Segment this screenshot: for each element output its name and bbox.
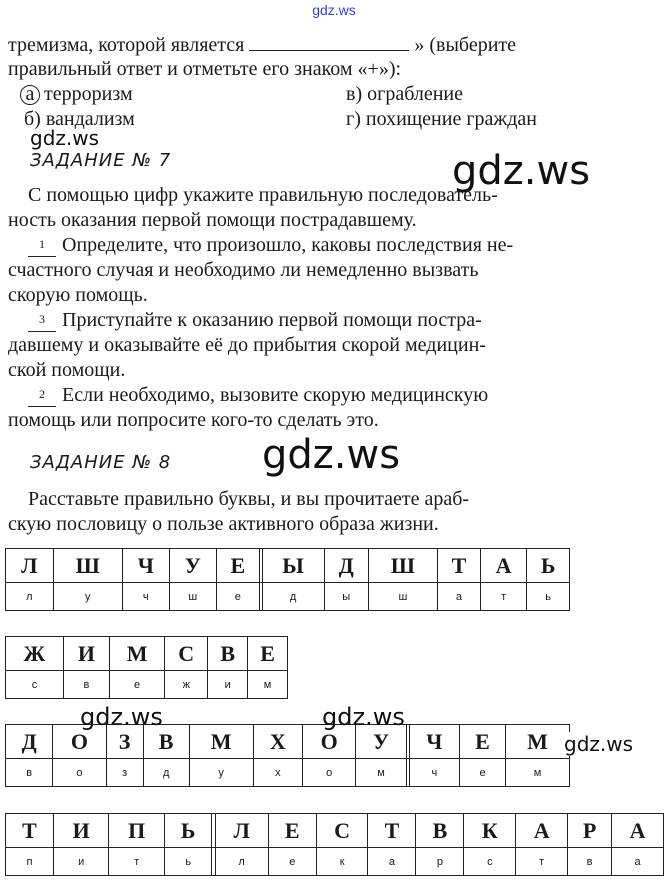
answer-cell: и xyxy=(54,848,109,876)
task-8-intro-1: Расставьте правильно буквы, и вы прочитаете араб- xyxy=(28,488,470,510)
answer-cell: а xyxy=(612,848,664,876)
letter-cell: С xyxy=(165,637,208,671)
watermark: gdz.ws xyxy=(80,703,163,731)
answer-cell: м xyxy=(506,759,570,787)
letter-cell: А xyxy=(612,814,664,848)
option-c-marker: в) xyxy=(346,83,363,105)
answer-cell: у xyxy=(53,583,122,611)
option-d-text: похищение граждан xyxy=(365,108,537,130)
letter-cell: Р xyxy=(567,814,611,848)
letter-cell: Ш xyxy=(53,549,122,583)
letter-grid-3 xyxy=(5,724,570,787)
option-b-text: вандализм xyxy=(45,108,135,130)
answer-cell: е xyxy=(109,671,164,699)
answer-cell: х xyxy=(253,759,303,787)
answer-cell: ч xyxy=(409,759,459,787)
letter-cell: С xyxy=(316,814,368,848)
answer-cell: а xyxy=(368,848,416,876)
answer-cell: е xyxy=(459,759,505,787)
letter-cell: И xyxy=(54,814,109,848)
letter-cell: Ь xyxy=(527,549,570,583)
option-d xyxy=(346,107,537,131)
letter-cell: А xyxy=(480,549,526,583)
letter-cell: Д xyxy=(6,725,53,759)
answer-cell: о xyxy=(53,759,106,787)
letter-cell: Е xyxy=(268,814,316,848)
item-text: Если необходимо, вызовите скорую медицинскую xyxy=(62,384,489,406)
watermark: gdz.ws xyxy=(452,148,591,194)
letters-row xyxy=(6,637,288,671)
answer-cell: т xyxy=(480,583,526,611)
option-c-text: ограбление xyxy=(367,83,464,105)
answer-cell: ь xyxy=(164,848,212,876)
answer-cell: с xyxy=(6,671,64,699)
answer-cell: у xyxy=(189,759,253,787)
letter-cell: Ж xyxy=(6,637,64,671)
letter-cell: Т xyxy=(437,549,480,583)
letter-cell: З xyxy=(106,725,143,759)
task-7-item-2-line-2: давшему и оказывайте её до прибытия скорой медицин- xyxy=(8,334,486,356)
order-blank xyxy=(28,236,56,257)
answer-cell: и xyxy=(208,671,248,699)
letter-cell: К xyxy=(464,814,516,848)
letter-cell: Ш xyxy=(368,549,437,583)
task-7-item-1-line-2: счастного случая и необходимо ли немедленно вызвать xyxy=(8,259,479,281)
task-7-intro-1: С помощью цифр укажите правильную последователь- xyxy=(28,184,498,206)
order-blank xyxy=(28,386,56,407)
letter-cell: Л xyxy=(6,549,54,583)
order-number: 2 xyxy=(39,387,45,401)
letter-grid-4 xyxy=(5,813,664,876)
watermark: gdz.ws xyxy=(262,432,401,478)
intro-line-2: правильный ответ и отметьте его знаком «+»): xyxy=(8,58,402,80)
answer-cell: т xyxy=(109,848,164,876)
answer-cell: ч xyxy=(122,583,169,611)
letter-cell: Ч xyxy=(409,725,459,759)
task-7-item-1-line-3: скорую помощь. xyxy=(8,284,148,306)
answer-cell: в xyxy=(567,848,611,876)
order-number: 1 xyxy=(39,237,45,251)
task-7-item-3-line-2: помощь или попросите кого-то сделать это. xyxy=(8,409,379,431)
watermark: gdz.ws xyxy=(322,703,405,731)
answer-cell: о xyxy=(303,759,356,787)
answer-cell: е xyxy=(216,583,259,611)
answer-cell: ь xyxy=(527,583,570,611)
task-7-item-2 xyxy=(28,308,482,332)
answer-cell: л xyxy=(6,583,54,611)
letter-cell: О xyxy=(303,725,356,759)
letter-cell: М xyxy=(506,725,570,759)
option-d-marker: г) xyxy=(346,108,361,130)
intro-line-1-a: тремизма, которой является xyxy=(8,34,245,56)
answers-row xyxy=(6,671,288,699)
watermark: gdz.ws xyxy=(30,126,100,150)
letter-cell: Ы xyxy=(262,549,324,583)
intro-line-1 xyxy=(8,32,516,57)
answers-row xyxy=(6,848,664,876)
letter-cell: Л xyxy=(215,814,268,848)
answer-cell: е xyxy=(268,848,316,876)
letter-cell: В xyxy=(416,814,464,848)
letter-cell: У xyxy=(356,725,406,759)
option-a-text: терроризм xyxy=(44,83,133,105)
option-a-marker: а xyxy=(20,85,40,105)
letter-cell: Е xyxy=(248,637,288,671)
option-b-marker: б) xyxy=(24,108,41,130)
answer-cell: м xyxy=(248,671,288,699)
letter-cell: А xyxy=(516,814,568,848)
letter-cell: М xyxy=(109,637,164,671)
answer-cell: м xyxy=(356,759,406,787)
answer-cell: в xyxy=(6,759,53,787)
answer-cell: ш xyxy=(368,583,437,611)
letter-cell: Ч xyxy=(122,549,169,583)
answer-cell: д xyxy=(143,759,189,787)
task-8-title: ЗАДАНИЕ № 8 xyxy=(30,452,172,473)
option-a xyxy=(20,82,133,106)
letter-cell: М xyxy=(189,725,253,759)
order-number: 3 xyxy=(39,312,45,326)
watermark: gdz.ws xyxy=(564,732,634,756)
letter-cell: В xyxy=(208,637,248,671)
task-7-item-3 xyxy=(28,383,488,407)
letter-cell: Ь xyxy=(164,814,212,848)
answer-cell: а xyxy=(437,583,480,611)
answer-cell: к xyxy=(316,848,368,876)
task-7-item-2-line-3: ской помощи. xyxy=(8,359,126,381)
letter-grid-2 xyxy=(5,636,288,699)
answers-row xyxy=(6,759,570,787)
answer-cell: в xyxy=(63,671,109,699)
task-7-intro-2: ность оказания первой помощи пострадавшему. xyxy=(8,209,417,231)
watermark-top: gdz.ws xyxy=(312,2,356,18)
answer-cell: т xyxy=(516,848,568,876)
answer-cell: ы xyxy=(324,583,368,611)
letter-cell: П xyxy=(109,814,164,848)
answer-cell: с xyxy=(464,848,516,876)
answer-cell: р xyxy=(416,848,464,876)
task-7-title: ЗАДАНИЕ № 7 xyxy=(30,150,172,171)
answer-blank xyxy=(249,32,409,51)
intro-line-1-b: » (выберите xyxy=(414,34,517,56)
item-text: Приступайте к оказанию первой помощи постра- xyxy=(62,309,482,331)
letter-cell: Д xyxy=(324,549,368,583)
letter-cell: Е xyxy=(216,549,259,583)
option-c xyxy=(346,82,463,106)
answer-cell: з xyxy=(106,759,143,787)
letter-cell: О xyxy=(53,725,106,759)
item-text: Определите, что произошло, каковы последствия не- xyxy=(62,234,514,256)
letter-cell: И xyxy=(63,637,109,671)
letter-cell: Т xyxy=(368,814,416,848)
letter-cell: В xyxy=(143,725,189,759)
order-blank xyxy=(28,311,56,332)
answer-cell: д xyxy=(262,583,324,611)
answer-cell: л xyxy=(215,848,268,876)
letters-row xyxy=(6,814,664,848)
answer-cell: ш xyxy=(169,583,216,611)
letter-cell: Т xyxy=(6,814,54,848)
letter-cell: Х xyxy=(253,725,303,759)
task-8-intro-2: скую пословицу о пользе активного образа жизни. xyxy=(8,513,439,535)
answer-cell: п xyxy=(6,848,54,876)
letter-cell: Е xyxy=(459,725,505,759)
answer-cell: ж xyxy=(165,671,208,699)
task-7-item-1 xyxy=(28,233,513,257)
letter-grid-1 xyxy=(5,548,570,611)
letters-row xyxy=(6,549,570,583)
letter-cell: У xyxy=(169,549,216,583)
answers-row xyxy=(6,583,570,611)
